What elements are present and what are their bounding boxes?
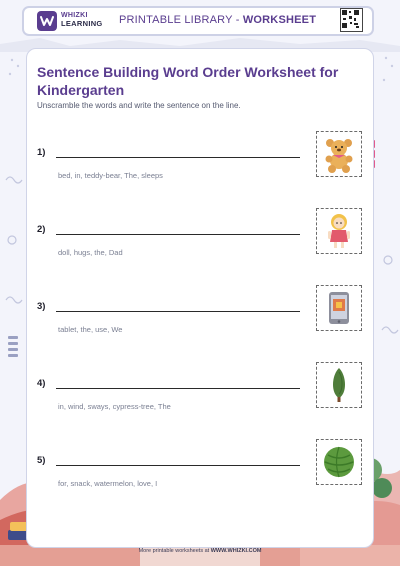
qr-code-icon bbox=[340, 8, 363, 32]
header-title-prefix: PRINTABLE LIBRARY - bbox=[119, 14, 243, 26]
watermelon-icon bbox=[320, 443, 358, 481]
question-number: 2) bbox=[37, 224, 46, 235]
picture-frame bbox=[316, 131, 362, 177]
footer-prefix: More printable worksheets at bbox=[138, 548, 211, 554]
brand-logo-text bbox=[61, 12, 103, 28]
footer-text bbox=[0, 548, 400, 554]
question-number: 1) bbox=[37, 147, 46, 158]
scrambled-words: doll, hugs, the, Dad bbox=[58, 248, 123, 257]
scrambled-words: for, snack, watermelon, love, I bbox=[58, 479, 158, 488]
footer-link[interactable]: WWW.WHIZKI.COM bbox=[210, 548, 262, 554]
picture-frame bbox=[316, 208, 362, 254]
question-number: 4) bbox=[37, 378, 46, 389]
scrambled-words: in, wind, sways, cypress-tree, The bbox=[58, 402, 171, 411]
whizki-logo-icon bbox=[37, 11, 57, 31]
picture-frame bbox=[316, 285, 362, 331]
worksheet-title: Sentence Building Word Order Worksheet for Kindergarten bbox=[37, 64, 339, 98]
cypress-tree-icon bbox=[320, 366, 358, 404]
header-title-bold: WORKSHEET bbox=[242, 14, 317, 26]
logo-line-whizki: WHIZKI bbox=[61, 12, 88, 19]
teddy-bear-icon bbox=[320, 135, 358, 173]
picture-frame bbox=[316, 439, 362, 485]
scrambled-words: tablet, the, use, We bbox=[58, 325, 123, 334]
worksheet-instructions: Unscramble the words and write the sentence on the line. bbox=[37, 101, 241, 110]
answer-line[interactable] bbox=[56, 234, 300, 235]
header-title bbox=[119, 14, 316, 26]
scrambled-words: bed, in, teddy-bear, The, sleeps bbox=[58, 171, 163, 180]
answer-line[interactable] bbox=[56, 388, 300, 389]
question-number: 3) bbox=[37, 301, 46, 312]
doll-icon bbox=[320, 212, 358, 250]
answer-line[interactable] bbox=[56, 465, 300, 466]
picture-frame bbox=[316, 362, 362, 408]
answer-line[interactable] bbox=[56, 157, 300, 158]
answer-line[interactable] bbox=[56, 311, 300, 312]
logo-line-learning: LEARNING bbox=[61, 19, 103, 28]
tablet-icon bbox=[320, 289, 358, 327]
question-number: 5) bbox=[37, 455, 46, 466]
